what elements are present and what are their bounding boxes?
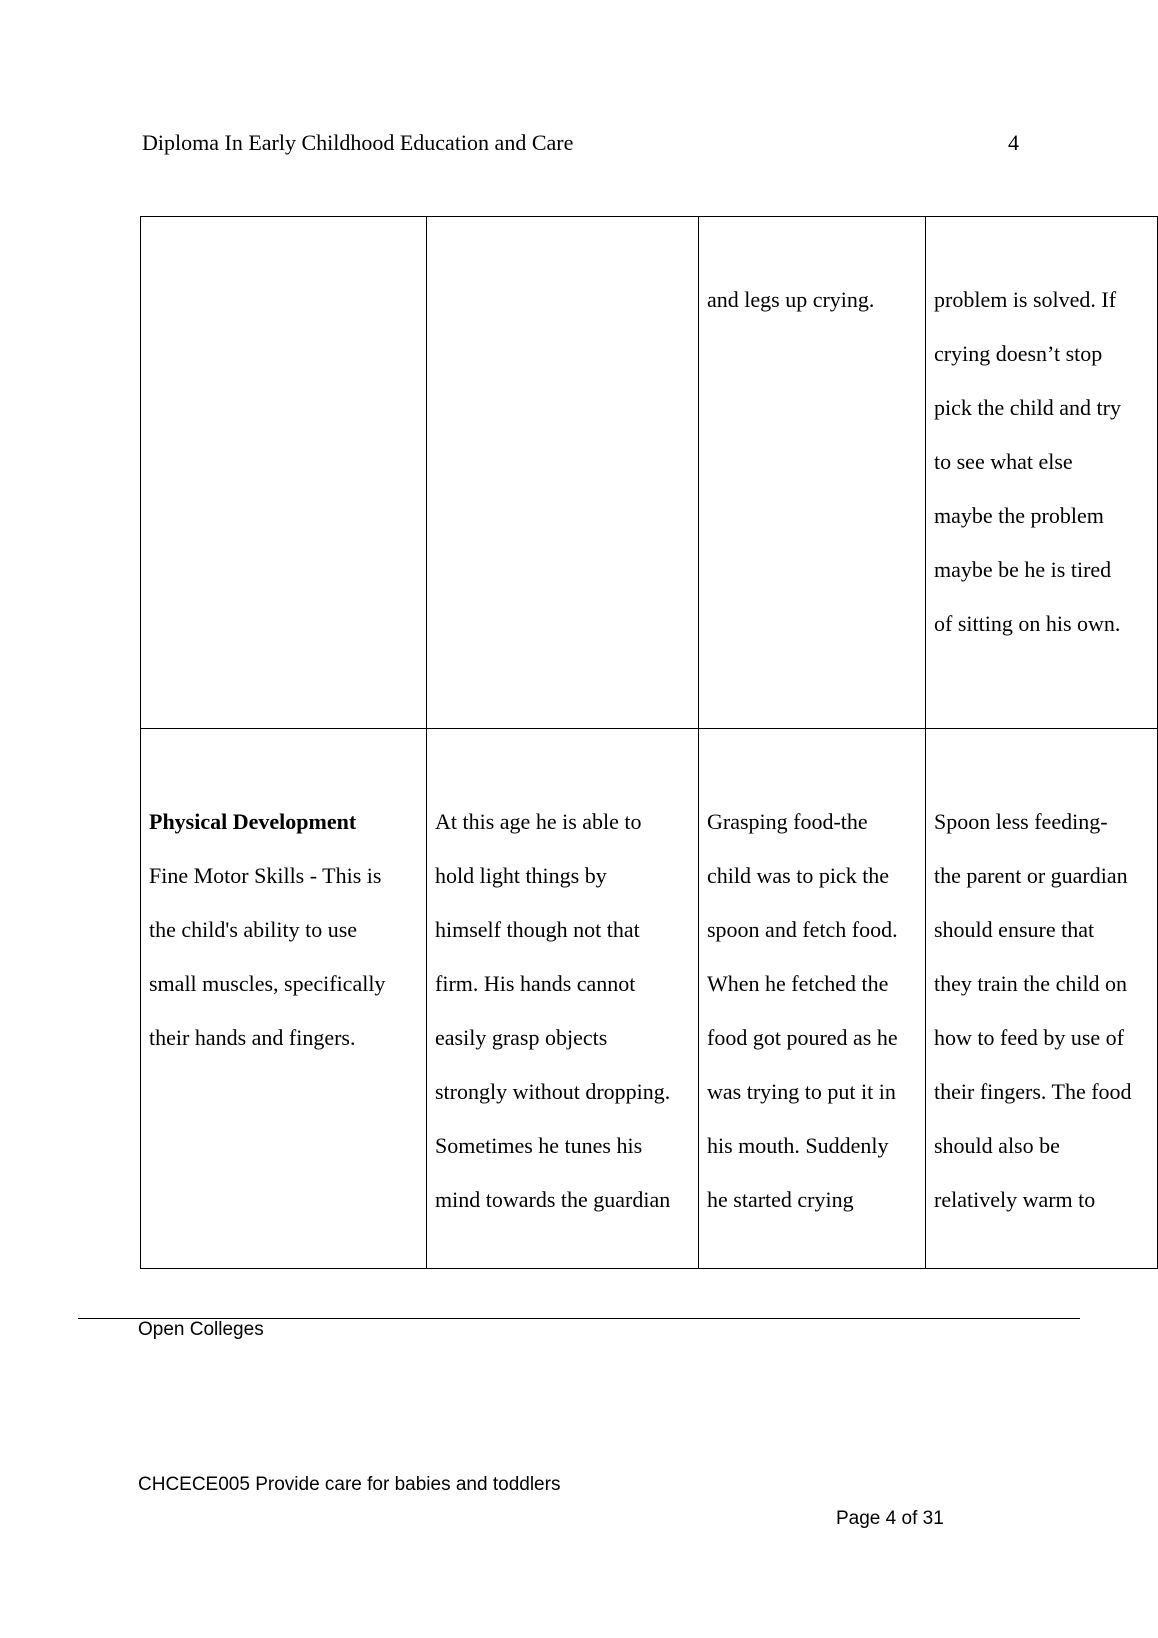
document-title: Diploma In Early Childhood Education and Care [142, 130, 574, 155]
cell-text-line: Fine Motor Skills - This is [149, 863, 382, 888]
cell-text-line: small muscles, specifically [149, 971, 386, 996]
cell-text-line: they train the child on [934, 971, 1128, 996]
table-cell [141, 729, 427, 1269]
cell-text-line: he started crying [707, 1187, 854, 1212]
cell-text-line: problem is solved. If [934, 287, 1117, 312]
table-cell [926, 729, 1158, 1269]
cell-text-line: food got poured as he [707, 1025, 898, 1050]
cell-text-line: their fingers. The food [934, 1079, 1132, 1104]
cell-text-line: pick the child and try [934, 395, 1121, 420]
cell-heading: Physical Development [149, 809, 357, 834]
cell-text-line: himself though not that [435, 917, 640, 942]
cell-text-line: mind towards the guardian [435, 1187, 671, 1212]
cell-text-line: strongly without dropping. [435, 1079, 671, 1104]
footer-organization: Open Colleges [138, 1319, 264, 1340]
table-cell [699, 217, 926, 729]
table-row [141, 729, 1158, 1269]
cell-text-line: relatively warm to [934, 1187, 1096, 1212]
footer-unit-title: CHCECE005 Provide care for babies and toddlers [138, 1474, 561, 1495]
table-cell [427, 217, 699, 729]
development-table [140, 216, 1158, 1269]
footer-pagination: Page 4 of 31 [836, 1508, 944, 1529]
table-cell [926, 217, 1158, 729]
table-row [141, 217, 1158, 729]
table-cell [699, 729, 926, 1269]
cell-text-line: of sitting on his own. [934, 611, 1121, 636]
table-cell [141, 217, 427, 729]
cell-text-line: easily grasp objects [435, 1025, 608, 1050]
cell-text-line: maybe the problem [934, 503, 1104, 528]
cell-text-line: his mouth. Suddenly [707, 1133, 889, 1158]
cell-text-line: was trying to put it in [707, 1079, 896, 1104]
cell-text-line: Spoon less feeding- [934, 809, 1108, 834]
cell-text-line: their hands and fingers. [149, 1025, 356, 1050]
cell-text-line: spoon and fetch food. [707, 917, 898, 942]
cell-text-line: how to feed by use of [934, 1025, 1125, 1050]
cell-text-line: the child's ability to use [149, 917, 358, 942]
cell-text-line: crying doesn’t stop [934, 341, 1103, 366]
cell-text-line: When he fetched the [707, 971, 889, 996]
cell-text-line: to see what else [934, 449, 1073, 474]
cell-text-line: the parent or guardian [934, 863, 1128, 888]
cell-text-line: maybe be he is tired [934, 557, 1112, 582]
cell-text-line: should ensure that [934, 917, 1095, 942]
cell-text-line: should also be [934, 1133, 1060, 1158]
cell-text-line: child was to pick the [707, 863, 890, 888]
cell-text-line: Grasping food-the [707, 809, 868, 834]
cell-text-line: firm. His hands cannot [435, 971, 636, 996]
header-page-number: 4 [1008, 130, 1019, 155]
cell-text-line: Sometimes he tunes his [435, 1133, 643, 1158]
cell-text-line: and legs up crying. [707, 287, 875, 312]
table-cell [427, 729, 699, 1269]
cell-text-line: hold light things by [435, 863, 607, 888]
cell-text-line: At this age he is able to [435, 809, 642, 834]
